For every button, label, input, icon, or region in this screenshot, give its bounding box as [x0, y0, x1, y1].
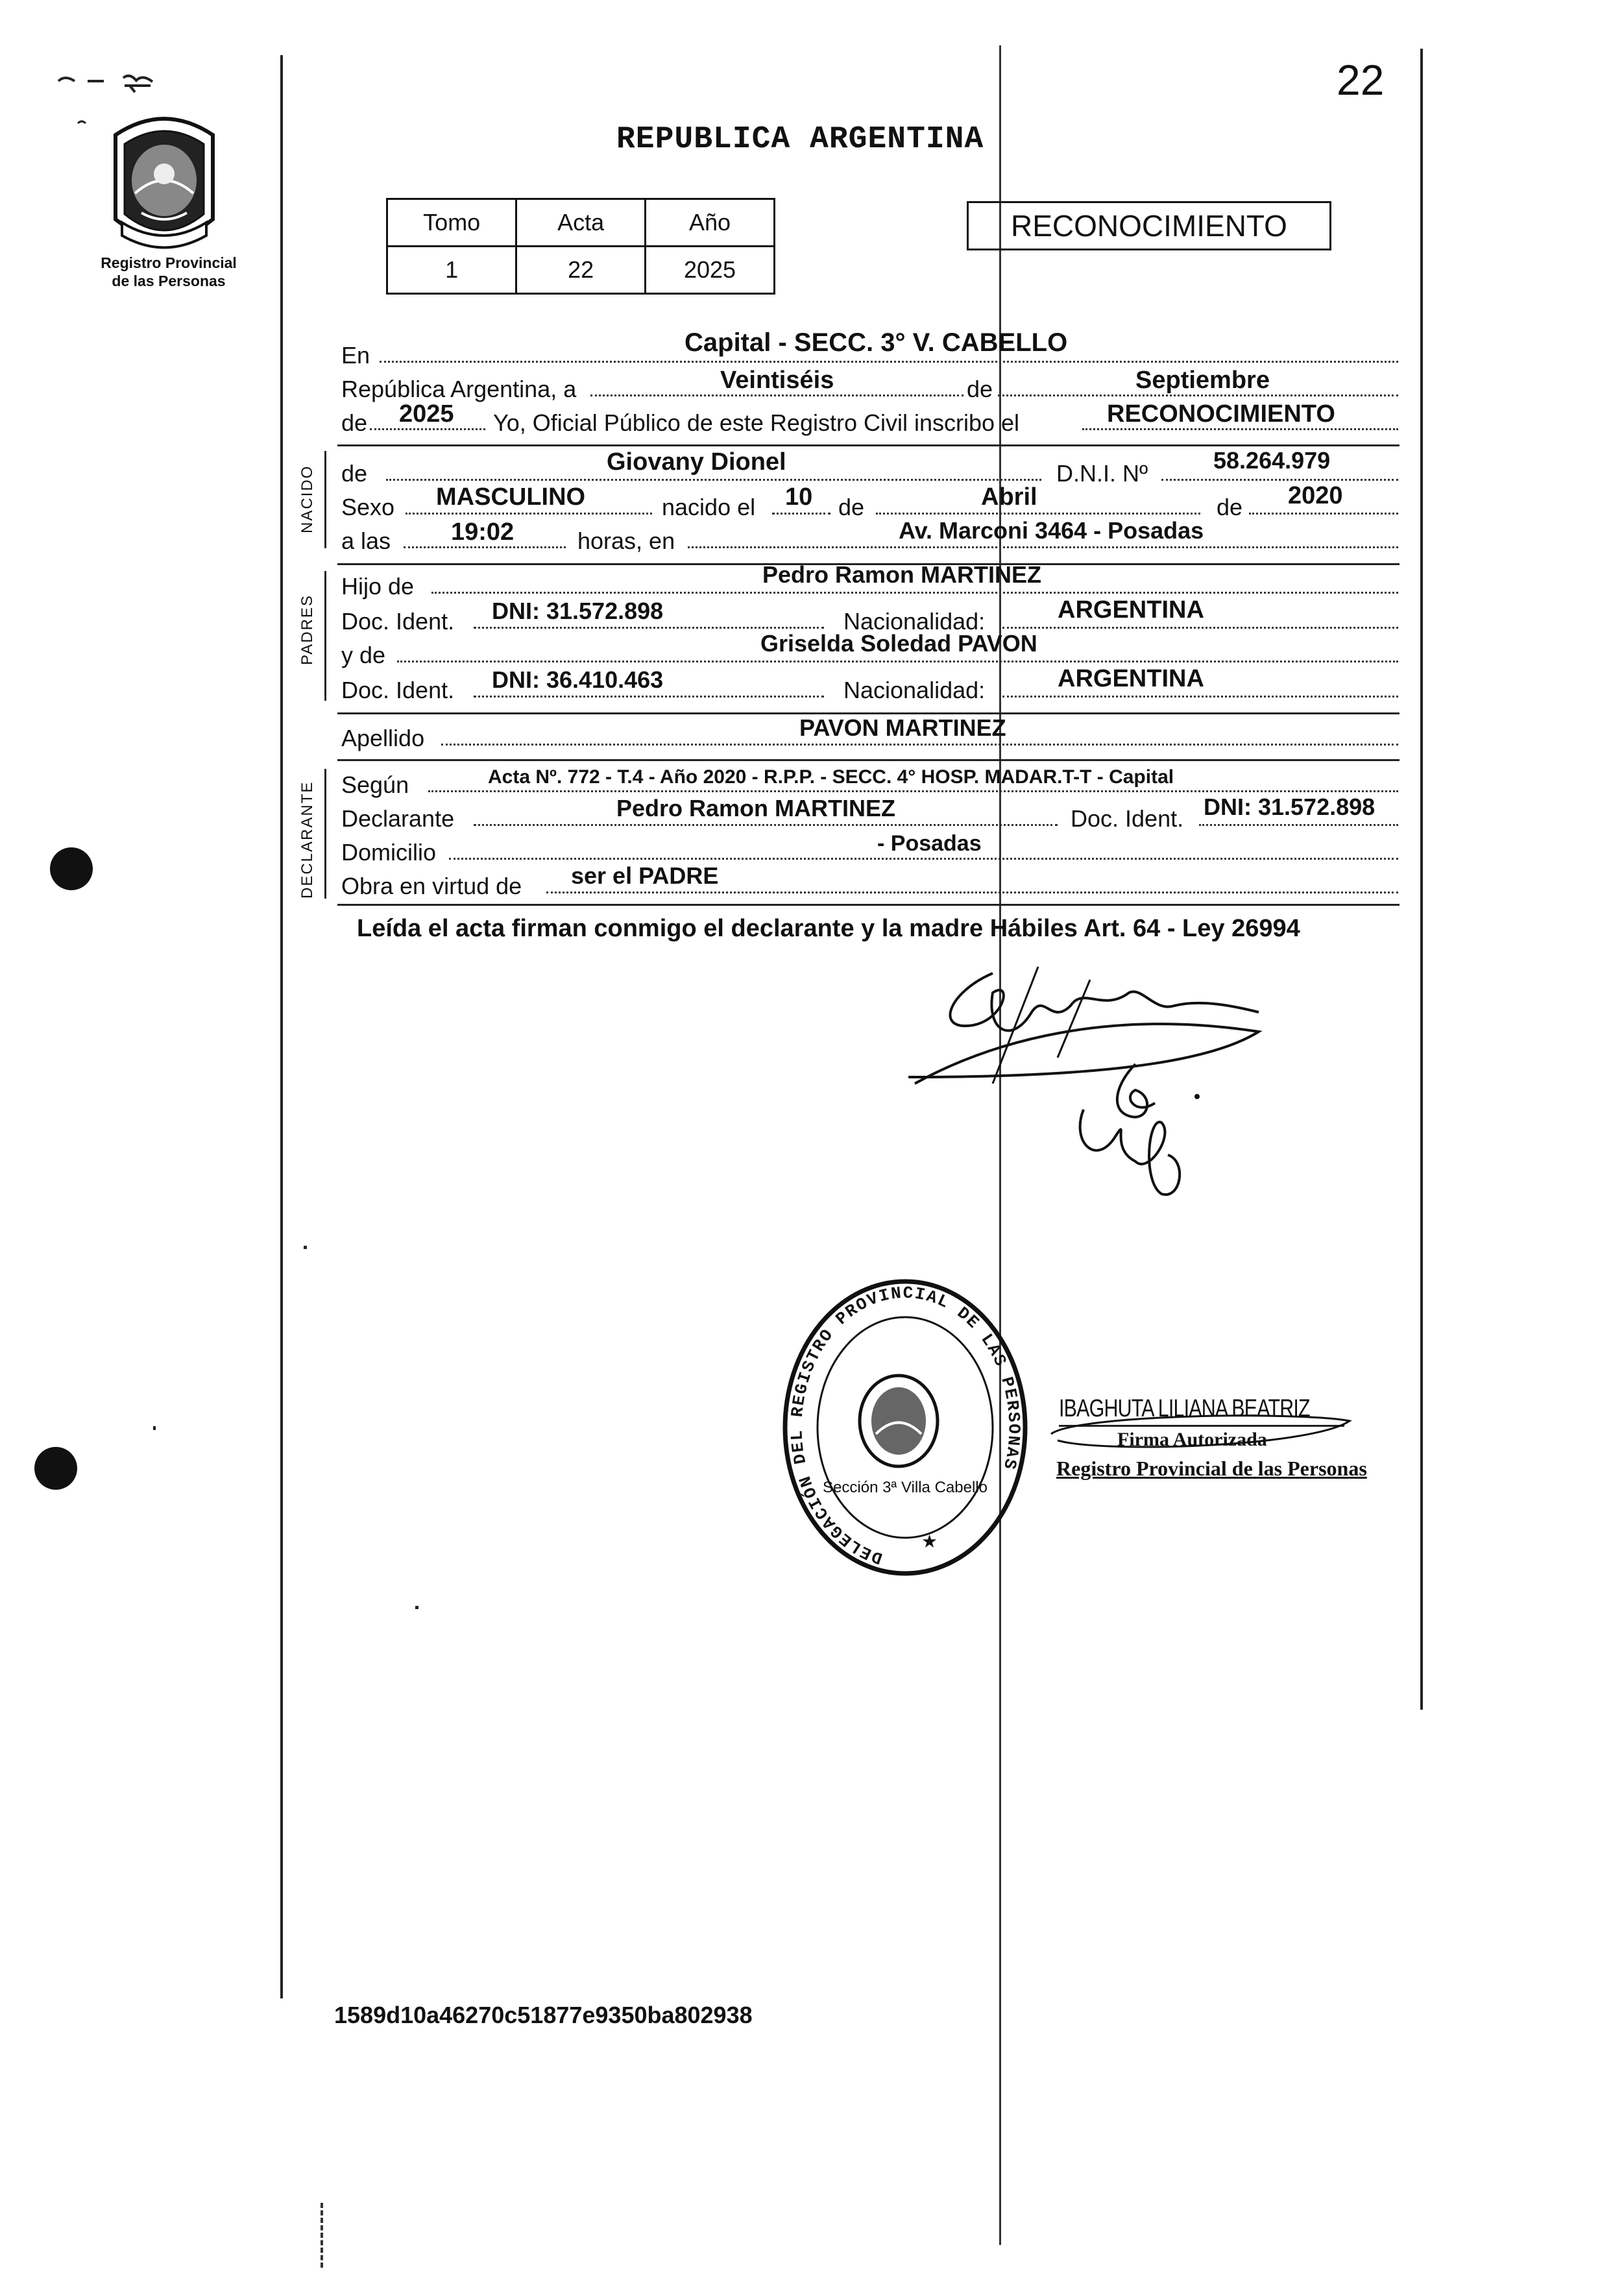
field-lugar: Capital - SECC. 3° V. CABELLO: [685, 328, 1068, 357]
section-rule: [337, 759, 1400, 761]
province-emblem-logo: [103, 109, 226, 252]
field-madre-doc: DNI: 36.410.463: [492, 666, 664, 693]
field-madre-nac: ARGENTINA: [1058, 665, 1204, 692]
field-obra: ser el PADRE: [571, 862, 719, 889]
section-bracket: [324, 451, 326, 548]
stamp-inner-text: Sección 3ª Villa Cabello: [823, 1479, 988, 1496]
section-label-nacido: NACIDO: [298, 465, 316, 533]
right-margin-rule: [1420, 49, 1423, 1710]
stamp-star-icon: ★: [921, 1531, 938, 1551]
field-domicilio: - Posadas: [877, 831, 982, 856]
stamp-emblem: [860, 1376, 938, 1466]
closing-statement: Leída el acta firman conmigo el declarante y la madre Hábiles Art. 64 - Ley 26994: [357, 915, 1300, 942]
dotted-leader: [998, 394, 1398, 396]
label-nacionalidad-padre: Nacionalidad:: [843, 608, 986, 635]
label-nacionalidad-madre: Nacionalidad:: [843, 677, 986, 703]
section-label-padres: PADRES: [298, 594, 316, 665]
section-bracket: [324, 571, 326, 701]
official-name: IBAGHUTA LILIANA BEATRIZ: [1059, 1395, 1310, 1422]
registry-header-acta: Acta: [516, 199, 646, 247]
document-hash: 1589d10a46270c51877e9350ba802938: [334, 2002, 753, 2028]
field-hora: 19:02: [451, 518, 515, 546]
section-label-declarante: DECLARANTE: [298, 781, 316, 899]
section-rule: [337, 444, 1400, 446]
scan-speck: [153, 1426, 156, 1430]
dotted-leader: [590, 394, 963, 396]
dotted-leader: [431, 592, 1398, 594]
page-number: 22: [1337, 56, 1385, 104]
dotted-leader: [1161, 479, 1398, 481]
label-nacido-el: nacido el: [662, 494, 756, 520]
label-doc-ident-declarante: Doc. Ident.: [1071, 805, 1184, 832]
dotted-leader: [474, 627, 824, 629]
dotted-leader: [1199, 824, 1398, 826]
field-nac-anio: 2020: [1288, 482, 1343, 509]
label-yo: Yo, Oficial Público de este Registro Civil inscribo el: [493, 409, 1020, 436]
label-declarante: Declarante: [341, 805, 455, 832]
field-sexo: MASCULINO: [436, 483, 586, 511]
dotted-leader: [474, 696, 824, 698]
label-horas-en: horas, en: [577, 528, 675, 554]
page-title: REPUBLICA ARGENTINA: [616, 122, 984, 157]
field-padre-nac: ARGENTINA: [1058, 596, 1204, 624]
stamp-ring-text: DELEGACIÓN DEL REGISTRO PROVINCIAL DE LAS PERSONAS: [787, 1283, 1024, 1568]
dotted-leader: [397, 661, 1398, 662]
dotted-leader: [428, 790, 1398, 792]
label-doc-ident-madre: Doc. Ident.: [341, 677, 455, 703]
dotted-leader: [406, 513, 652, 515]
punch-hole-top: [50, 847, 93, 890]
registry-value-tomo: 1: [387, 247, 516, 294]
label-doc-ident-padre: Doc. Ident.: [341, 608, 455, 635]
label-de-nac-anio: de: [1217, 494, 1243, 520]
doc-type-box: RECONOCIMIENTO: [967, 201, 1331, 250]
dotted-leader: [386, 479, 1041, 481]
label-republica: República Argentina, a: [341, 376, 577, 402]
field-anio: 2025: [399, 400, 454, 428]
official-office: Registro Provincial de las Personas: [1056, 1457, 1367, 1480]
cut-marks: [321, 2203, 323, 2268]
dotted-leader: [404, 546, 566, 548]
field-padre-doc: DNI: 31.572.898: [492, 598, 664, 624]
field-padre: Pedro Ramon MARTINEZ: [762, 561, 1042, 588]
registry-value-anio: 2025: [645, 247, 774, 294]
field-madre: Griselda Soledad PAVON: [760, 630, 1037, 657]
dotted-leader: [1002, 696, 1398, 698]
registry-header-tomo: Tomo: [387, 199, 516, 247]
registry-header-anio: Año: [645, 199, 774, 247]
field-declarante-doc: DNI: 31.572.898: [1204, 794, 1376, 820]
field-segun: Acta Nº. 772 - T.4 - Año 2020 - R.P.P. - SECC. 4° HOSP. MADAR.T-T - Capital: [488, 766, 1174, 788]
label-obra: Obra en virtud de: [341, 873, 522, 899]
logo-caption-line2: de las Personas: [112, 273, 226, 289]
field-apellido: PAVON MARTINEZ: [799, 714, 1006, 741]
section-rule: [337, 904, 1400, 906]
dotted-leader: [876, 513, 1200, 515]
field-nac-mes: Abril: [981, 483, 1037, 511]
registry-value-acta: 22: [516, 247, 646, 294]
dotted-leader: [474, 824, 1058, 826]
dotted-leader: [772, 513, 830, 515]
field-acto: RECONOCIMIENTO: [1107, 400, 1335, 428]
scan-speck: [415, 1606, 418, 1609]
left-margin-rule: [280, 55, 283, 1998]
label-sexo: Sexo: [341, 494, 395, 520]
scan-speck: [304, 1246, 307, 1249]
label-de-anio: de: [341, 409, 368, 436]
mother-signature: [1058, 1058, 1220, 1207]
dotted-leader: [370, 428, 485, 430]
field-lugar-nac: Av. Marconi 3464 - Posadas: [899, 517, 1204, 544]
field-nac-dia: 10: [785, 483, 813, 511]
label-de-mes: de: [967, 376, 993, 402]
field-nombre: Giovany Dionel: [607, 448, 786, 476]
dotted-leader: [380, 361, 1398, 363]
label-apellido: Apellido: [341, 725, 425, 751]
section-bracket: [324, 769, 326, 899]
dotted-leader: [1082, 428, 1398, 430]
fold-line: [999, 45, 1001, 2245]
field-declarante: Pedro Ramon MARTINEZ: [616, 795, 896, 821]
punch-hole-bottom: [34, 1447, 77, 1490]
label-domicilio: Domicilio: [341, 839, 437, 866]
dotted-leader: [441, 744, 1398, 746]
dotted-leader: [546, 892, 1398, 893]
label-dni: D.N.I. Nº: [1056, 460, 1148, 487]
dotted-leader: [1002, 627, 1398, 629]
logo-caption-line1: Registro Provincial: [101, 254, 237, 271]
field-dni: 58.264.979: [1213, 447, 1331, 474]
label-a-las: a las: [341, 528, 391, 554]
registry-table: [386, 198, 775, 295]
official-role: Firma Autorizada: [1117, 1429, 1267, 1450]
official-round-stamp: [775, 1272, 1035, 1583]
dotted-leader: [449, 858, 1398, 860]
dotted-leader: [688, 546, 1398, 548]
dotted-leader: [1249, 513, 1398, 515]
field-dia: Veintiséis: [720, 367, 834, 394]
label-en: En: [341, 342, 370, 369]
label-hijo-de: Hijo de: [341, 573, 415, 600]
label-segun: Según: [341, 771, 409, 798]
field-mes: Septiembre: [1135, 367, 1270, 394]
label-de-nombre: de: [341, 460, 368, 487]
label-y-de: y de: [341, 642, 386, 668]
label-de-nac-mes: de: [838, 494, 865, 520]
